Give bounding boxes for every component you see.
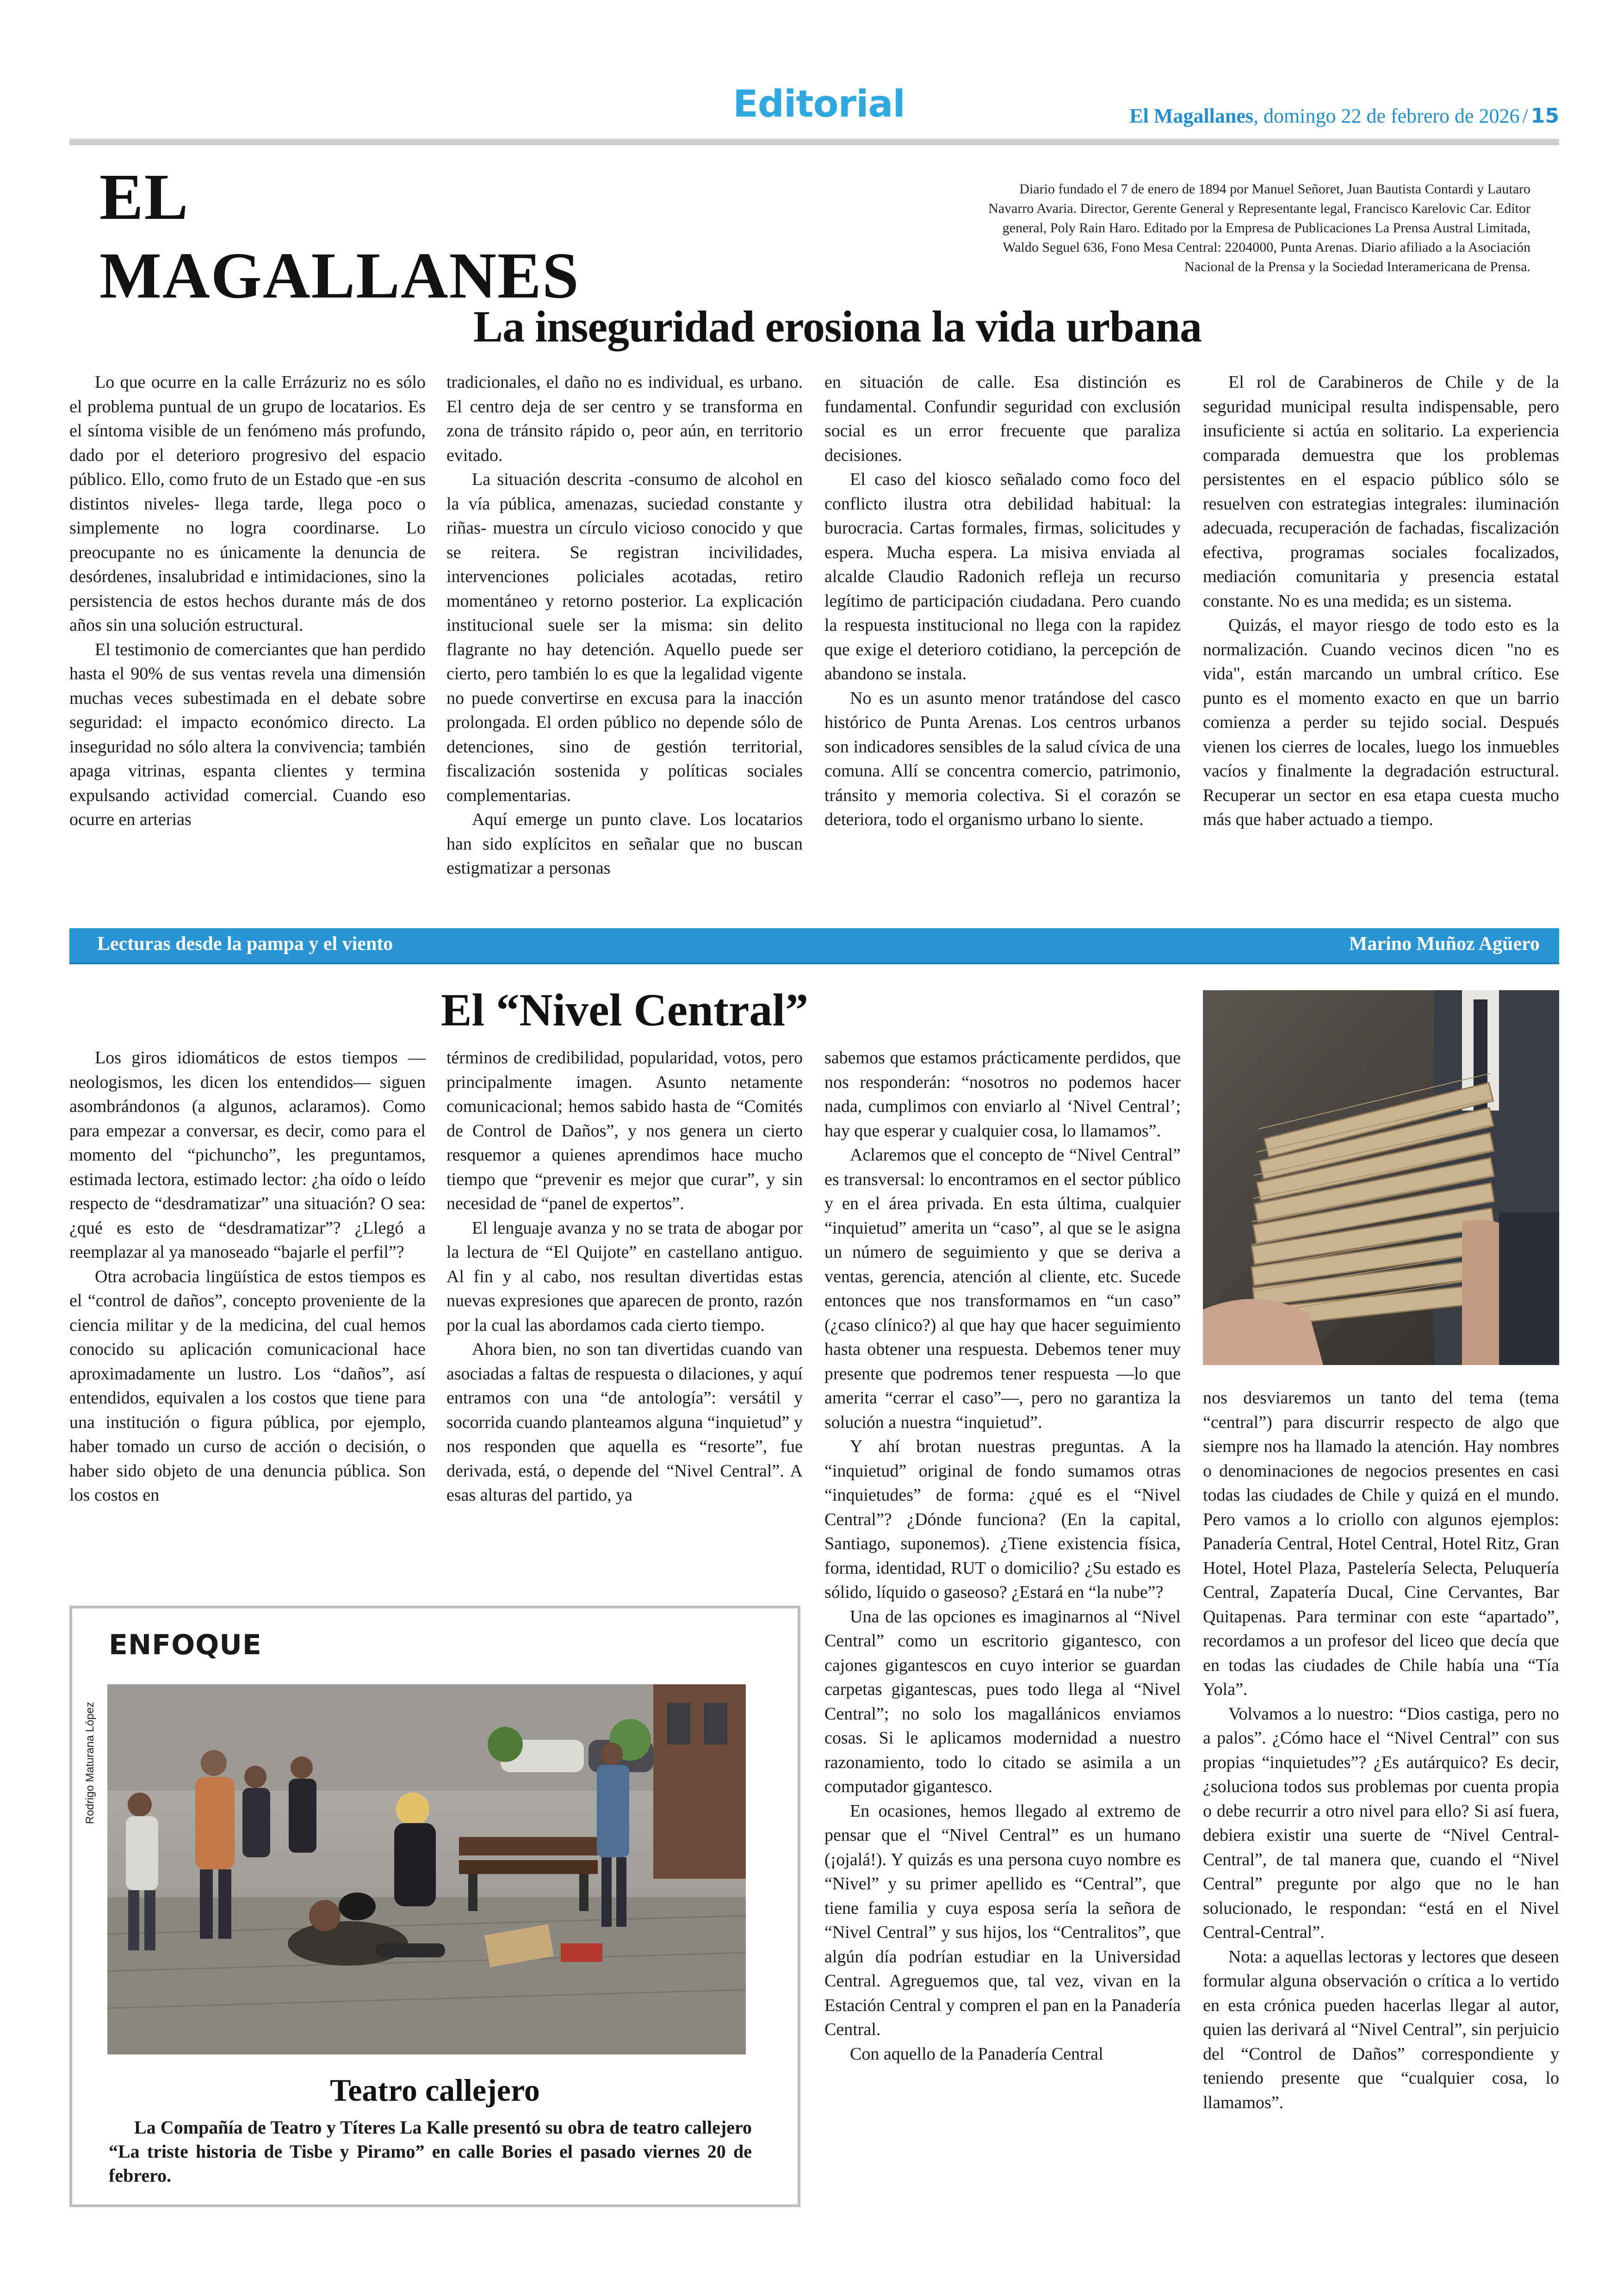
column-text-4 (1203, 1386, 1559, 2115)
page-info-comma: , (1253, 105, 1264, 127)
paragraph: El caso del kiosco señalado como foco del conflicto ilustra otra debilidad habitual: la burocracia. Cartas formales, firmas, solicitudes y espera. Mucha espera. La misiva enviada al alcalde Claudio Radonich refleja un recurso legítimo de participación ciudadana. Pero cuando la respuesta institucional no llega con la rapidez que exige el deterioro cotidiano, la percepción de abandono se instala. (824, 470, 1181, 683)
editorial-column-3 (824, 370, 1181, 832)
paragraph: Lo que ocurre en la calle Errázuriz no es sólo el problema puntual de un grupo de locatarios. Es el síntoma visible de un fenómeno más profundo, dado por el deterioro progresivo del espacio público. Ello, como fruto de un Estado que -en sus distintos niveles- llega tarde, llega poco o simplemente no logra coordinarse. Lo preocupante no es únicamente la denuncia de desórdenes, insalubridad e intimidaciones, sino la persistencia de estos hechos durante más de dos años sin una solución estructural. (69, 372, 426, 635)
enfoque-caption: La Compañía de Teatro y Títeres La Kalle presentó su obra de teatro callejero “La triste historia de Tisbe y Piramo” en calle Bories el pasado viernes 20 de febrero. (109, 2117, 752, 2186)
column-author: Marino Muñoz Agüero (1349, 933, 1540, 955)
paragraph: La situación descrita -consumo de alcohol en la vía pública, amenazas, suciedad constante y riñas- muestra un círculo vicioso conocido y que se reitera. Se registran incivilidades, intervenciones policiales acotadas, retiro momentáneo y retorno posterior. La explicación institucional suele ser la misma: sin delito flagrante no hay detención. Aquello puede ser cierto, pero también lo es que la legalidad vigente no puede convertirse en excusa para la inacción prolongada. El orden público no depende sólo de detenciones, sino de gestión territorial, fiscalización sostenida y políticas sociales complementarias. (446, 470, 803, 805)
paragraph: El lenguaje avanza y no se trata de abogar por la lectura de “El Quijote” en castellano antiguo. Al fin y al cabo, nos resultan divertidas estas nuevas expresiones que aparecen de pronto, razón por la cual las abordamos cada cierto tiempo. (446, 1218, 803, 1335)
theatre-photo (107, 1684, 746, 2054)
editorial-column-4 (1203, 370, 1559, 832)
paragraph: El rol de Carabineros de Chile y de la seguridad municipal resulta indispensable, pero insuficiente si actúa en solitario. La experiencia comparada demuestra que los problemas persistentes en el espacio público sólo se resuelven con estrategias integrales: iluminación adecuada, recuperación de fachadas, fiscalización efectiva, programas sociales focalizados, mediación comunitaria y presencia estatal constante. No es una medida; es un sistema. (1203, 372, 1559, 611)
photo-credit (81, 1689, 99, 1837)
column-text-2 (446, 1046, 803, 1508)
paragraph: No es un asunto menor tratándose del casco histórico de Punta Arenas. Los centros urbanos son indicadores sensibles de la salud cívica de una comuna. Allí se concentra comercio, patrimonio, tránsito y memoria colectiva. Si el corazón se deteriora, todo el organismo urbano lo siente. (824, 688, 1181, 829)
masthead-line-2: MAGALLANES (99, 239, 580, 312)
column-headline: El “Nivel Central” (440, 984, 809, 1036)
paragraph: En ocasiones, hemos llegado al extremo de pensar que el “Nivel Central” es un humano (¡ojalá!). Y quizás es una persona cuyo nombre es “Nivel” y su primer apellido es “Central”, que tiene familia y cuya esposa sería la señora de “Nivel Central” y sus hijos, los “Centralitos”, que algún día podrían estudiar en la Universidad Central. Agreguemos que, tal vez, vivan en la Estación Central y compren el pan en la Panadería Central. (824, 1801, 1181, 2039)
page-info-separator: / (1522, 105, 1528, 127)
theatre-illustration (107, 1684, 746, 2054)
paragraph: Con aquello de la Panadería Central (850, 2044, 1103, 2064)
masthead-info-line: Waldo Seguel 636, Fono Mesa Central: 2204000, Punta Arenas. Diario afiliado a la Asociación (1003, 240, 1530, 255)
paragraph: Ahora bien, no son tan divertidas cuando van asociadas a faltas de respuesta o dilaciones, y aquí entramos con una “de antología”: versátil y socorrida cuando planteamos alguna “inquietud” y nos responden que aquella es “resorte”, fue derivada, está, o depende del “Nivel Central”. A esas alturas del partido, ya (446, 1340, 803, 1505)
photo-credit-text: Rodrigo Maturana López (84, 1701, 96, 1824)
section-title: Editorial (733, 82, 905, 125)
column-text-1 (69, 1046, 426, 1508)
editorial-column-1 (69, 370, 426, 832)
papers-illustration (1203, 990, 1559, 1365)
masthead (99, 157, 608, 315)
paragraph: Volvamos a lo nuestro: “Dios castiga, pero no a palos”. ¿Cómo hace el “Nivel Central” con sus propias “inquietudes”? ¿Es autárquico? Es decir, ¿soluciona todos sus problemas por cuenta propia o debe recurrir a otro nivel para ello? Si así fuera, debiera existir una suerte de “Nivel Central-Central”, de tal manera que, cuando el “Nivel Central” pregunte por algo que no le han solucionado, le respondan: “está en el Nivel Central-Central”. (1203, 1704, 1559, 1942)
editorial-headline: La inseguridad erosiona la vida urbana (473, 302, 1202, 351)
paragraph: Otra acrobacia lingüística de estos tiempos es el “control de daños”, concepto proveniente de la ciencia militar y de la medicina, del cual hemos conocido su aplicación comunicacional hace aproximadamente un lustro. Los “daños”, así entendidos, equivalen a los costos que tiene para una institución o figura pública, por ejemplo, haber tomado un curso de acción o decisión, o haber sido objeto de una denuncia pública. Son los costos en (69, 1266, 426, 1505)
page-number: 15 (1530, 104, 1559, 128)
column-series: Lecturas desde la pampa y el viento (97, 933, 393, 955)
paragraph: nos desviaremos un tanto del tema (tema “central”) para discurrir respecto de algo que siempre nos ha llamado la atención. Hay nombres o denominaciones de negocios presentes en casi todas las ciudades de Chile y quizá en el mundo. Pero vamos a lo criollo con algunos ejemplos: Panadería Central, Hotel Central, Hotel Ritz, Gran Hotel, Hotel Plaza, Pastelería Selecta, Peluquería Central, Zapatería Ducal, Cine Cervantes, Bar Quitapenas. Para terminar con este “apartado”, recordamos a un profesor del liceo que decía que en todas las ciudades de Chile había una “Tía Yola”. (1203, 1388, 1559, 1699)
page-info-date: domingo 22 de febrero de 2026 (1264, 105, 1520, 127)
paragraph: Aclaremos que el concepto de “Nivel Central” es transversal: lo encontramos en el sector público y en el área privada. En esta última, cualquier “inquietud” amerita un “caso”, al que se le asigna un número de seguimiento y que se deriva a ventas, gerencia, atención al cliente, etc. Sucede entonces que nos transformamos en “un caso” (¿caso clínico?) al que hay que hacer seguimiento hasta obtener una respuesta. Debemos tener muy presente que podremos tener respuesta —lo que amerita “cerrar el caso”—, pero no garantiza la solución a nuestra “inquietud”. (824, 1145, 1181, 1432)
paragraph: El testimonio de comerciantes que han perdido hasta el 90% de sus ventas revela una dimensión muchas veces subestimada en el debate sobre seguridad: el impacto económico directo. La inseguridad no sólo altera la convivencia; también apaga vitrinas, espanta clientes y termina expulsando actividad comercial. Cuando eso ocurre en arterias (69, 639, 426, 829)
paragraph: Nota: a aquellas lectoras y lectores que deseen formular alguna observación o crítica a lo vertido en esta crónica pueden hacerlas llegar al autor, quien las derivará al “Nivel Central”, sin perjuicio del “Control de Daños” correspondiente y teniendo presente que “cualquier cosa, lo llamamos”. (1203, 1947, 1559, 2112)
paragraph: en situación de calle. Esa distinción es fundamental. Confundir seguridad con exclusión social es un error frecuente que paraliza decisiones. (824, 372, 1181, 465)
masthead-line-1: EL (99, 160, 189, 233)
paragraph: Una de las opciones es imaginarnos al “Nivel Central” como un escritorio gigantesco, con cajones gigantescos en cuyo interior se guardan carpetas gigantescas, pues todo llega al “Nivel Central”; no solo los magallánicos enviamos cosas. Si le aplicamos modernidad a nuestro razonamiento, todo lo citado se asimila a un computador gigantesco. (824, 1607, 1181, 1796)
page-info (1129, 104, 1559, 128)
masthead-info (860, 180, 1530, 277)
paragraph: sabemos que estamos prácticamente perdidos, que nos responderán: “nosotros no podemos hacer nada, cumplimos con enviarlo al ‘Nivel Central’; hay que esperar y cualquier cosa, lo llamamos”. (824, 1048, 1181, 1141)
paragraph: Aquí emerge un punto clave. Los locatarios han sido explícitos en señalar que no buscan estigmatizar a personas (446, 810, 803, 878)
paragraph: Y ahí brotan nuestras preguntas. A la “inquietud” original de fondo sumamos otras “inquietudes” de forma: ¿qué es el “Nivel Central”? ¿Dónde funciona? (En la capital, Santiago, suponemos). ¿Tiene existencia física, forma, identidad, RUT o domicilio? ¿Su estado es sólido, líquido o gaseoso? ¿Estará en “la nube”? (824, 1437, 1181, 1602)
enfoque-label: ENFOQUE (109, 1629, 262, 1661)
masthead-info-line: general, Poly Rain Haro. Editado por la Empresa de Publicaciones La Prensa Austral Limitada, (1002, 220, 1530, 236)
paragraph: términos de credibilidad, popularidad, votos, pero principalmente imagen. Asunto netamente comunicacional; hemos sabido hasta de “Comités de Control de Daños”, y nos genera un cierto resquemor a quienes aprendimos hace mucho tiempo que “prevenir es mejor que curar”, y sin necesidad de “panel de expertos”. (446, 1048, 803, 1213)
masthead-info-line: Nacional de la Prensa y la Sociedad Interamericana de Prensa. (1184, 259, 1530, 274)
masthead-info-line: Navarro Avaria. Director, Gerente General y Representante legal, Francisco Karelovic Car. Editor (988, 201, 1530, 216)
paragraph: tradicionales, el daño no es individual, es urbano. El centro deja de ser centro y se transforma en zona de tránsito rápido o, peor aún, en territorio evitado. (446, 372, 803, 465)
masthead-info-line: Diario fundado el 7 de enero de 1894 por Manuel Señoret, Juan Bautista Contardi y Lautaro (1019, 181, 1530, 197)
paragraph: Los giros idiomáticos de estos tiempos —neologismos, les dicen los entendidos— siguen asombrándonos (a algunos, aclaramos). Como para empezar a conversar, es decir, como para el momento del “pichuncho”, les preguntamos, estimada lectora, estimado lector: ¿ha oído o leído respecto de “desdramatizar” una situación? O sea: ¿qué es esto de “desdramatizar”? ¿Llegó a reemplazar al ya manoseado “bajarle el perfil”? (69, 1048, 426, 1262)
enfoque-title: Teatro callejero (330, 2073, 540, 2108)
page-info-paper: El Magallanes (1129, 105, 1253, 127)
paragraph: Quizás, el mayor riesgo de todo esto es la normalización. Cuando vecinos dicen "no es vida", están marcando un umbral crítico. Ese punto es el momento exacto en que un barrio comienza a perder su tejido social. Después vienen los cierres de locales, luego los inmuebles vacíos y finalmente la degradación estructural. Recuperar un sector en esa etapa cuesta mucho más que haber actuado a tiempo. (1203, 615, 1559, 829)
papers-photo (1203, 990, 1559, 1365)
column-text-3 (824, 1046, 1181, 2066)
header-rule (69, 139, 1559, 145)
editorial-column-2 (446, 370, 803, 881)
